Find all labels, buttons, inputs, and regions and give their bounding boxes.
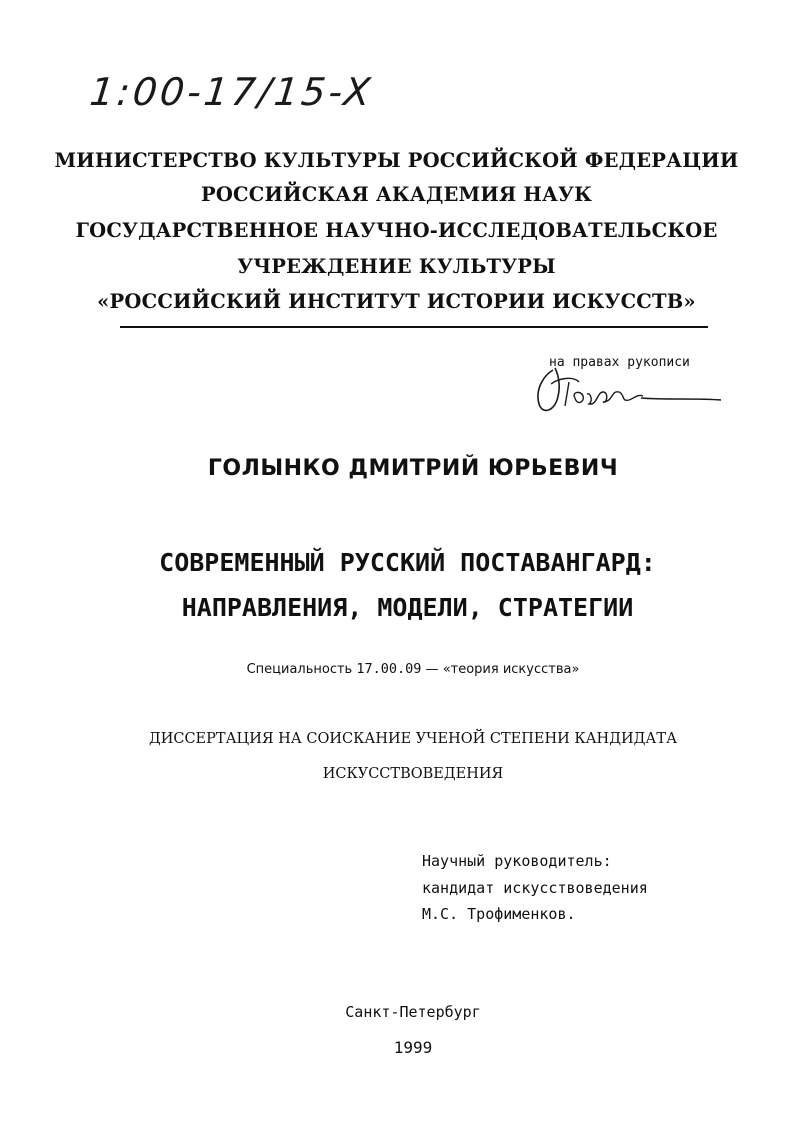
dissertation-title-line1: СОВРЕМЕННЫЙ РУССКИЙ ПОСТАВАНГАРД:: [159, 548, 656, 577]
manuscript-note: на правах рукописи: [549, 355, 690, 370]
supervisor-degree: кандидат искусствоведения: [422, 879, 648, 897]
header-institution-type-2: УЧРЕЖДЕНИЕ КУЛЬТУРЫ: [237, 255, 556, 278]
author-signature: [525, 362, 725, 422]
specialty-label: Специальность: [246, 662, 353, 677]
specialty-name: «теория искусства»: [442, 662, 580, 677]
supervisor-name: М.С. Трофименков.: [422, 905, 576, 923]
specialty-dash: —: [425, 662, 439, 677]
header-ministry: МИНИСТЕРСТВО КУЛЬТУРЫ РОССИЙСКОЙ ФЕДЕРАЦИИ: [54, 149, 739, 172]
archive-code-handwritten: 1:00-17/15-X: [87, 70, 376, 114]
dissertation-degree-line1: ДИССЕРТАЦИЯ НА СОИСКАНИЕ УЧЕНОЙ СТЕПЕНИ КАНДИДАТА: [148, 731, 678, 747]
year: 1999: [393, 1038, 433, 1057]
specialty-code: 17.00.09: [356, 661, 422, 677]
header-divider: [120, 326, 708, 328]
header-academy: РОССИЙСКАЯ АКАДЕМИЯ НАУК: [200, 183, 593, 206]
author-name: ГОЛЫНКО ДМИТРИЙ ЮРЬЕВИЧ: [207, 456, 619, 481]
dissertation-degree-line2: ИСКУССТВОВЕДЕНИЯ: [322, 766, 504, 782]
specialty-line: [0, 661, 793, 677]
header-institution-type: ГОСУДАРСТВЕННОЕ НАУЧНО-ИССЛЕДОВАТЕЛЬСКОЕ: [75, 219, 718, 242]
header-institute-name: «РОССИЙСКИЙ ИНСТИТУТ ИСТОРИИ ИСКУССТВ»: [97, 290, 696, 313]
supervisor-label: Научный руководитель:: [422, 852, 612, 870]
city: Санкт-Петербург: [345, 1003, 481, 1021]
dissertation-title-line2: НАПРАВЛЕНИЯ, МОДЕЛИ, СТРАТЕГИИ: [181, 593, 634, 622]
